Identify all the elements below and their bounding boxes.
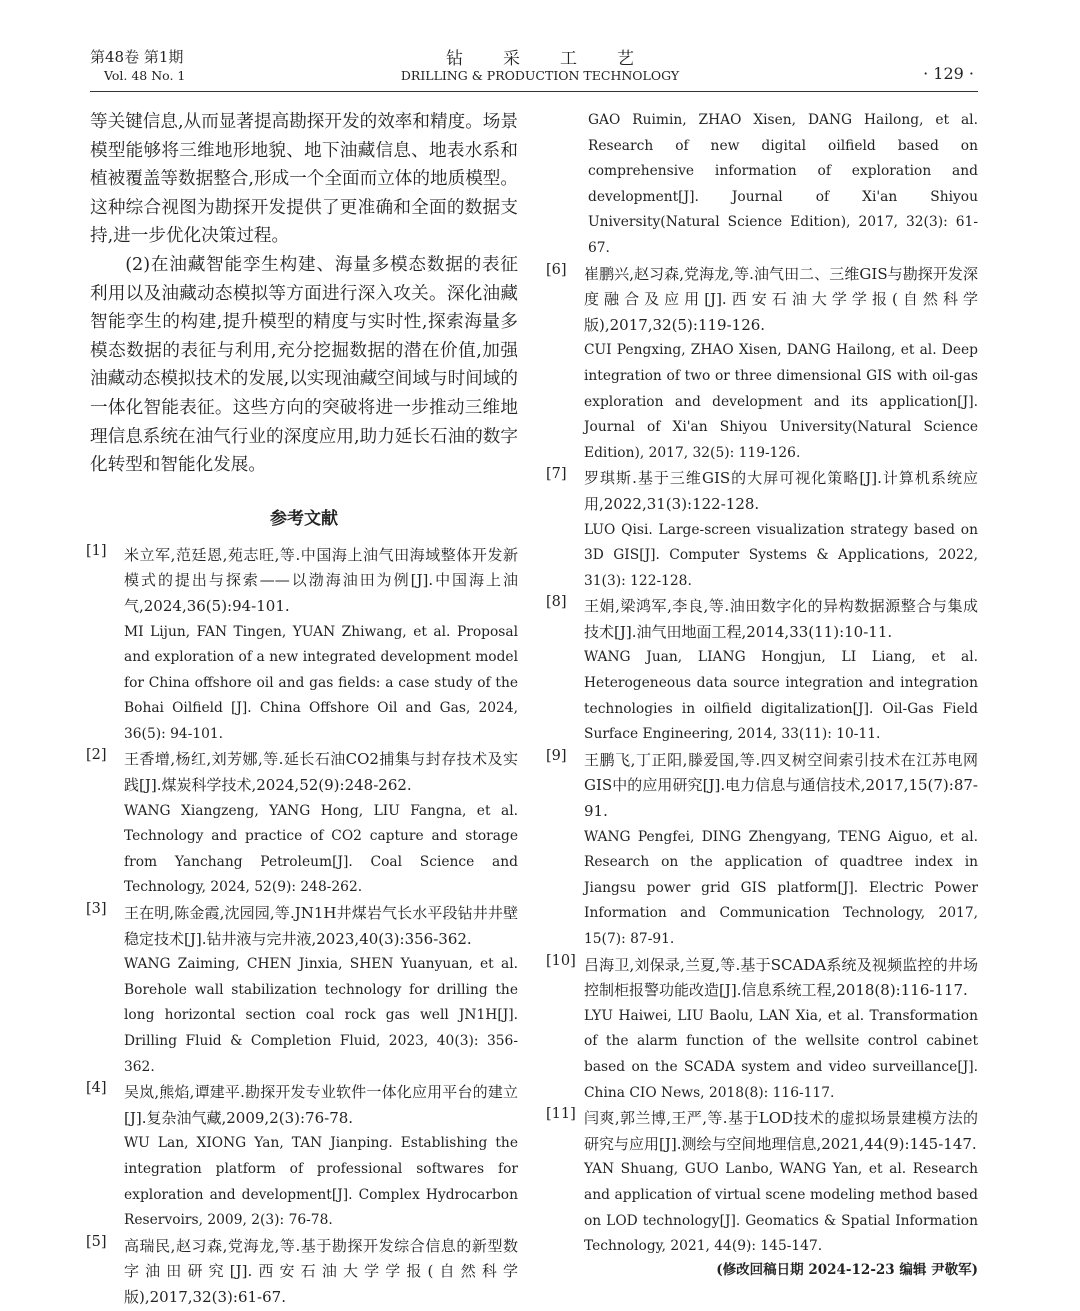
- reference-cn: 王在明,陈金霞,沈园园,等.JN1H井煤岩气长水平段钻井井壁稳定技术[J].钻井液与完井液,2023,40(3):356-362.: [124, 904, 518, 948]
- reference-item: [546, 466, 978, 594]
- volume-en: Vol. 48 No. 1: [104, 68, 186, 83]
- reference-number: [4]: [86, 1080, 107, 1097]
- reference-number: [5]: [86, 1233, 107, 1250]
- reference-item: [86, 901, 518, 1080]
- reference-number: [1]: [86, 542, 107, 559]
- reference-cn: 高瑞民,赵习森,党海龙,等.基于勘探开发综合信息的新型数字油田研究[J].西安石油大学学报(自然科学版),2017,32(3):61-67.: [124, 1236, 518, 1306]
- references-heading: 参考文献: [270, 508, 338, 529]
- reference-cn: 吕海卫,刘保录,兰夏,等.基于SCADA系统及视频监控的井场控制柜报警功能改造[J].信息系统工程,2018(8):116-117.: [584, 955, 978, 1000]
- revision-note: (修改回稿日期 2024-12-23 编辑 尹敬军): [716, 1262, 978, 1278]
- reference-en: LUO Qisi. Large-screen visualization strategy based on 3D GIS[J]. Computer Systems & Applications, 2022, 31(3): 122-128.: [584, 521, 978, 589]
- reference-item: [86, 542, 518, 748]
- reference-item: [86, 1233, 518, 1311]
- reference-en: WU Lan, XIONG Yan, TAN Jianping. Establishing the integration platform of professional softwares for exploration and development[J]. Complex Hydrocarbon Reservoirs, 2009, 2(3): 76-78.: [124, 1135, 518, 1229]
- journal-title-cn: 钻采工艺: [446, 49, 674, 69]
- reference-en: GAO Ruimin, ZHAO Xisen, DANG Hailong, et al. Research of new digital oilfield based on comprehensive information of exploration and development[J]. Journal of Xi'an Shiyou University(Natural Science Edition), 2017, 32(3): 61-67.: [588, 112, 978, 256]
- reference-item: [546, 952, 978, 1107]
- reference-number: [7]: [546, 466, 567, 483]
- reference-en: MI Lijun, FAN Tingen, YUAN Zhiwang, et al. Proposal and exploration of a new integrated development model for China offshore oil and gas fields: a case study of the Bohai Oilfield [J]. China Offshore Oil and Gas, 2024, 36(5): 94-101.: [124, 623, 518, 742]
- reference-cn: 罗琪斯.基于三维GIS的大屏可视化策略[J].计算机系统应用,2022,31(3):122-128.: [584, 469, 978, 513]
- header-rule: [90, 91, 978, 92]
- reference-cn: 王鹏飞,丁正阳,滕爱国,等.四叉树空间索引技术在江苏电网GIS中的应用研究[J].电力信息与通信技术,2017,15(7):87-91.: [584, 750, 978, 821]
- reference-item: [546, 747, 978, 953]
- right-column: [546, 108, 978, 1260]
- reference-continuation: [550, 108, 978, 262]
- reference-cn: 米立军,范廷恩,苑志旺,等.中国海上油气田海域整体开发新模式的提出与探索——以渤海油田为例[J].中国海上油气,2024,36(5):94-101.: [124, 545, 518, 615]
- reference-en: WANG Xiangzeng, YANG Hong, LIU Fangna, et al. Technology and practice of CO2 capture and storage from Yanchang Petroleum[J]. Coal Science and Technology, 2024, 52(9): 248-262.: [124, 802, 518, 896]
- reference-number: [3]: [86, 901, 107, 918]
- reference-cn: 闫爽,郭兰博,王严,等.基于LOD技术的虚拟场景建模方法的研究与应用[J].测绘与空间地理信息,2021,44(9):145-147.: [584, 1109, 978, 1153]
- body-paragraph-1: 等关键信息,从而显著提高勘探开发的效率和精度。场景模型能够将三维地形地貌、地下油藏信息、地表水系和植被覆盖等数据整合,形成一个全面而立体的地质模型。这种综合视图为勘探开发提供了更准确和全面的数据支持,进一步优化决策过程。: [90, 112, 518, 247]
- reference-number: [11]: [546, 1106, 576, 1123]
- reference-cn: 崔鹏兴,赵习森,党海龙,等.油气田二、三维GIS与勘探开发深度融合及应用[J].西安石油大学学报(自然科学版),2017,32(5):119-126.: [584, 264, 978, 334]
- reference-number: [9]: [546, 747, 567, 764]
- reference-item: [86, 1080, 518, 1234]
- reference-number: [2]: [86, 747, 107, 764]
- reference-number: [10]: [546, 952, 576, 969]
- reference-en: WANG Pengfei, DING Zhengyang, TENG Aiguo, et al. Research on the application of quadtree index in Jiangsu power grid GIS platform[J]. Electric Power Information and Communication Technology, 2017, 15(7): 87-91.: [584, 828, 978, 947]
- reference-en: WANG Juan, LIANG Hongjun, LI Liang, et al. Heterogeneous data source integration and integration technologies in oilfield digitalization[J]. Oil-Gas Field Surface Engineering, 2014, 33(11): 10-11.: [584, 649, 978, 743]
- volume-cn: 第48卷 第1期: [90, 48, 184, 66]
- left-column: [86, 108, 518, 1311]
- reference-number: [8]: [546, 594, 567, 611]
- reference-en: YAN Shuang, GUO Lanbo, WANG Yan, et al. Research and application of virtual scene modeling method based on LOD technology[J]. Geomatics & Spatial Information Technology, 2021, 44(9): 145-147.: [584, 1161, 978, 1255]
- journal-title-en: DRILLING & PRODUCTION TECHNOLOGY: [400, 68, 680, 83]
- reference-en: WANG Zaiming, CHEN Jinxia, SHEN Yuanyuan, et al. Borehole wall stabilization technology for drilling the long horizontal section coal rock gas well JN1H[J]. Drilling Fluid & Completion Fluid, 2023, 40(3): 356-362.: [124, 956, 518, 1075]
- reference-cn: 王香增,杨红,刘芳娜,等.延长石油CO2捕集与封存技术及实践[J].煤炭科学技术,2024,52(9):248-262.: [124, 750, 518, 795]
- reference-en: LYU Haiwei, LIU Baolu, LAN Xia, et al. Transformation of the alarm function of the wellsite control cabinet based on the SCADA system and video surveillance[J]. China CIO News, 2018(8): 116-117.: [584, 1007, 978, 1101]
- reference-cn: 吴岚,熊焰,谭建平.勘探开发专业软件一体化应用平台的建立[J].复杂油气藏,2009,2(3):76-78.: [124, 1083, 518, 1127]
- reference-item: [546, 594, 978, 748]
- page-number: · 129 ·: [923, 64, 974, 83]
- reference-en: CUI Pengxing, ZHAO Xisen, DANG Hailong, et al. Deep integration of two or three dimensional GIS with oil-gas exploration and development and its application[J]. Journal of Xi'an Shiyou University(Natural Science Edition), 2017, 32(5): 119-126.: [584, 342, 978, 461]
- reference-cn: 王娟,梁鸿军,李良,等.油田数字化的异构数据源整合与集成技术[J].油气田地面工程,2014,33(11):10-11.: [584, 597, 978, 641]
- body-paragraph-2: (2)在油藏智能孪生构建、海量多模态数据的表征利用以及油藏动态模拟等方面进行深入攻关。深化油藏智能孪生的构建,提升模型的精度与实时性,探索海量多模态数据的表征与利用,充分挖掘数据的潜在价值,加强油藏动态模拟技术的发展,以实现油藏空间域与时间域的一体化智能表征。这些方向的突破将进一步推动三维地理信息系统在油气行业的深度应用,助力延长石油的数字化转型和智能化发展。: [90, 254, 518, 476]
- reference-item: [546, 261, 978, 467]
- reference-item: [86, 747, 518, 901]
- reference-item: [546, 1106, 978, 1260]
- reference-number: [6]: [546, 261, 567, 278]
